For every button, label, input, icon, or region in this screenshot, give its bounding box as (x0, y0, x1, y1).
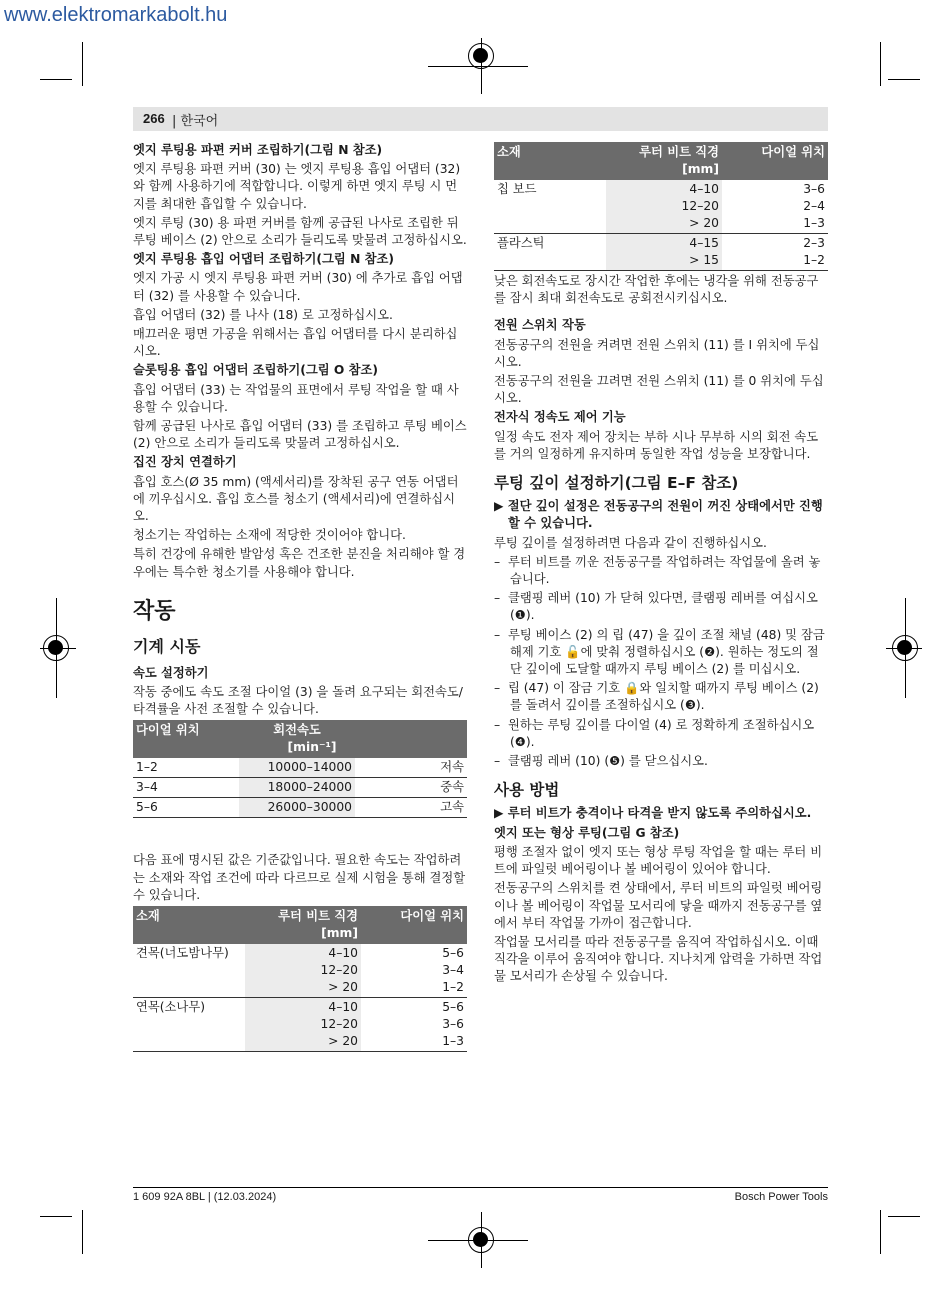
paragraph: 전동공구의 전원을 켜려면 전원 스위치 (11) 를 I 위치에 두십시오. (494, 337, 820, 369)
table-cell: 2–3 1–2 (722, 234, 828, 271)
paragraph: 작업물 모서리를 따라 전동공구를 움직여 작업하십시오. 이때 직각을 이루어 움직여야 합니다. 지나치게 압력을 가하면 작업물 모서리가 손상될 수 있습니다. (494, 934, 823, 984)
table-header-cell: 회전속도 [min⁻¹] (239, 720, 355, 758)
table-cell: 4–10 12–20 > 20 (606, 180, 722, 234)
paragraph: 전동공구의 전원을 끄려면 전원 스위치 (11) 를 0 위치에 두십시오. (494, 374, 824, 406)
footer-right: Bosch Power Tools (734, 1191, 828, 1203)
section-title: 전원 스위치 작동 (494, 318, 586, 333)
section-heading: 루팅 깊이 설정하기(그림 E–F 참조) (494, 474, 739, 493)
section-heading: 기계 시동 (133, 636, 201, 656)
paragraph: 일정 속도 전자 제어 장치는 부하 시나 무부하 시의 회전 속도를 거의 일정하게 유지하며 동일한 작업 성능을 보장합니다. (494, 429, 819, 461)
section-title: 엣지 또는 형상 루팅(그림 G 참조) (494, 825, 680, 840)
table-row (494, 180, 828, 234)
section-title: 집진 장치 연결하기 (133, 455, 237, 470)
table-cell: 4–15 > 15 (606, 234, 722, 271)
table-cell: 1–2 (133, 758, 239, 778)
paragraph: 흡입 어댑터 (32) 를 나사 (18) 로 고정하십시오. (133, 307, 393, 322)
watermark-url[interactable]: www.elektromarkabolt.hu (4, 4, 228, 26)
paragraph: 엣지 루팅 (30) 용 파편 커버를 함께 공급된 나사로 조립한 뒤 루팅 베이스 (2) 안으로 소리가 들리도록 맞물려 고정하십시오. (133, 215, 467, 248)
language-label: | 한국어 (172, 114, 219, 129)
table-cell: 중속 (355, 778, 467, 798)
section-title: 전자식 정속도 제어 기능 (494, 410, 626, 425)
speed-table (133, 720, 467, 818)
paragraph: 다음 표에 명시된 값은 기준값입니다. 필요한 속도는 작업하려는 소재와 작업 조건에 따라 다르므로 실제 시험을 통해 결정할 수 있습니다. (133, 853, 466, 902)
table-row (133, 758, 467, 778)
paragraph: 엣지 가공 시 엣지 루팅용 파편 커버 (30) 에 추가로 흡입 어댑터 (32) 를 사용할 수 있습니다. (133, 271, 463, 303)
page-header (133, 107, 828, 131)
crop-mark (888, 1216, 920, 1217)
table-header-cell: 루터 비트 직경 [mm] (245, 906, 361, 944)
section-heading: 사용 방법 (494, 781, 560, 800)
table-cell: 5–6 (133, 798, 239, 818)
table-cell: 고속 (355, 798, 467, 818)
table-row (133, 778, 467, 798)
table-cell: 4–10 12–20 > 20 (245, 998, 361, 1052)
table-header (133, 720, 467, 758)
crop-mark (82, 42, 83, 86)
list-item: – 클램핑 레버 (10) 가 닫혀 있다면, 클램핑 레버를 여십시오 (❶). (494, 591, 818, 623)
table-row (494, 234, 828, 271)
paragraph: 전동공구의 스위치를 켠 상태에서, 루터 비트의 파일럿 베어링이나 볼 베어링이 작업물 모서리에 닿을 때까지 전동공구를 옆에서 부터 작업물 가까이 접근합니다. (494, 881, 823, 930)
crop-mark (880, 1210, 881, 1254)
table-header-cell: 다이얼 위치 (722, 142, 828, 180)
table-header-cell: 다이얼 위치 (133, 720, 239, 758)
paragraph: 청소기는 작업하는 소재에 적당한 것이어야 합니다. (133, 528, 406, 543)
list-item: – 클램핑 레버 (10) (❺) 를 닫으십시오. (494, 754, 708, 769)
table-header (133, 906, 467, 944)
footer-rule (133, 1187, 828, 1188)
crop-mark (40, 1216, 72, 1217)
table-cell: 3–6 2–4 1–3 (722, 180, 828, 234)
table-cell: 연목(소나무) (133, 998, 245, 1052)
list-item: – 원하는 루팅 깊이를 다이얼 (4) 로 정확하게 조절하십시오 (❹). (494, 717, 815, 749)
paragraph: 특히 건강에 유해한 발암성 혹은 건조한 분진을 처리해야 할 경우에는 특수한 청소기를 사용해야 합니다. (133, 547, 466, 579)
paragraph: 루팅 깊이를 설정하려면 다음과 같이 진행하십시오. (494, 535, 767, 550)
list-item: – 립 (47) 이 잠금 기호 🔒와 일치할 때까지 루팅 베이스 (2) 를 돌려서 깊이를 조절하십시오 (❸). (494, 681, 819, 713)
table-cell: 3–4 (133, 778, 239, 798)
section-title: 속도 설정하기 (133, 665, 209, 680)
table-header (494, 142, 828, 180)
table-cell: 플라스틱 (494, 234, 606, 271)
crop-mark (82, 1210, 83, 1254)
crop-mark (880, 42, 881, 86)
table-row (133, 798, 467, 818)
paragraph: 낮은 회전속도로 장시간 작업한 후에는 냉각을 위해 전동공구를 잠시 최대 회전속도로 공회전시키십시오. (494, 274, 819, 306)
page-number: 266 (143, 111, 165, 126)
registration-mark-icon (892, 635, 918, 661)
material-table (494, 142, 828, 271)
registration-mark-icon (43, 635, 69, 661)
table-cell: 26000–30000 (239, 798, 355, 818)
table-row (133, 944, 467, 998)
paragraph: 함께 공급된 나사로 흡입 어댑터 (33) 를 조립하고 루팅 베이스 (2) 안으로 소리가 들리도록 맞물려 고정하십시오. (133, 419, 467, 451)
list-item: – 루팅 베이스 (2) 의 립 (47) 을 깊이 조절 채널 (48) 및 잠금해제 기호 🔓에 맞춰 정렬하십시오 (❷). 원하는 정도의 절단 깊이에 도달할 때까지 루팅 베이스 (2) 를 미십시오. (494, 627, 825, 677)
paragraph: 흡입 어댑터 (33) 는 작업물의 표면에서 루팅 작업을 할 때 사용할 수 있습니다. (133, 382, 459, 414)
paragraph: 엣지 루팅용 파편 커버 (30) 는 엣지 루팅용 흡입 어댑터 (32) 와 함께 사용하기에 적합합니다. 이렇게 하면 엣지 루팅 시 먼지를 최대한 흡입할 수 있습니다. (133, 162, 461, 211)
material-table (133, 906, 467, 1052)
warning-note: ▶ 절단 깊이 설정은 전동공구의 전원이 꺼진 상태에서만 진행할 수 있습니다. (494, 499, 823, 531)
registration-mark-icon (468, 1227, 494, 1253)
table-cell: 5–6 3–4 1–2 (361, 944, 467, 998)
table-cell: 4–10 12–20 > 20 (245, 944, 361, 998)
section-title: 엣지 루팅용 흡입 어댑터 조립하기(그림 N 참조) (133, 252, 395, 267)
list-item: – 루터 비트를 끼운 전동공구를 작업하려는 작업물에 올려 놓습니다. (494, 554, 821, 587)
table-row (133, 998, 467, 1052)
table-cell: 5–6 3–6 1–3 (361, 998, 467, 1052)
table-header-cell: 다이얼 위치 (361, 906, 467, 944)
warning-note: ▶ 루터 비트가 충격이나 타격을 받지 않도록 주의하십시오. (494, 806, 812, 821)
chapter-title: 작동 (133, 598, 176, 624)
crop-mark (40, 79, 72, 80)
table-header-cell: 루터 비트 직경 [mm] (606, 142, 722, 180)
footer-left: 1 609 92A 8BL | (12.03.2024) (133, 1191, 277, 1203)
table-cell: 저속 (355, 758, 467, 778)
left-column (133, 142, 469, 1052)
table-cell: 10000–14000 (239, 758, 355, 778)
paragraph: 작동 중에도 속도 조절 다이얼 (3) 을 돌려 요구되는 회전속도/타격률을 사전 조절할 수 있습니다. (133, 685, 463, 717)
table-cell: 칩 보드 (494, 180, 606, 234)
table-cell: 18000–24000 (239, 778, 355, 798)
registration-mark-icon (468, 43, 494, 69)
table-cell: 견목(너도밤나무) (133, 944, 245, 998)
table-header-cell: 소재 (133, 906, 245, 944)
table-header-cell (355, 720, 467, 758)
crop-mark (888, 79, 920, 80)
section-title: 엣지 루팅용 파편 커버 조립하기(그림 N 참조) (133, 143, 383, 157)
right-column (494, 142, 828, 988)
section-title: 슬롯팅용 흡입 어댑터 조립하기(그림 O 참조) (133, 363, 379, 378)
paragraph: 매끄러운 평면 가공을 위해서는 흡입 어댑터를 다시 분리하십시오. (133, 327, 458, 359)
table-header-cell: 소재 (494, 142, 606, 180)
paragraph: 흡입 호스(Ø 35 mm) (액세서리)를 장착된 공구 연동 어댑터 에 끼우십시오. 흡입 호스를 청소기 (액세서리)에 연결하십시오. (133, 474, 459, 524)
paragraph: 평행 조절자 없이 엣지 또는 형상 루팅 작업을 할 때는 루터 비트에 파일럿 베어링이나 볼 베어링이 있어야 합니다. (494, 844, 823, 877)
